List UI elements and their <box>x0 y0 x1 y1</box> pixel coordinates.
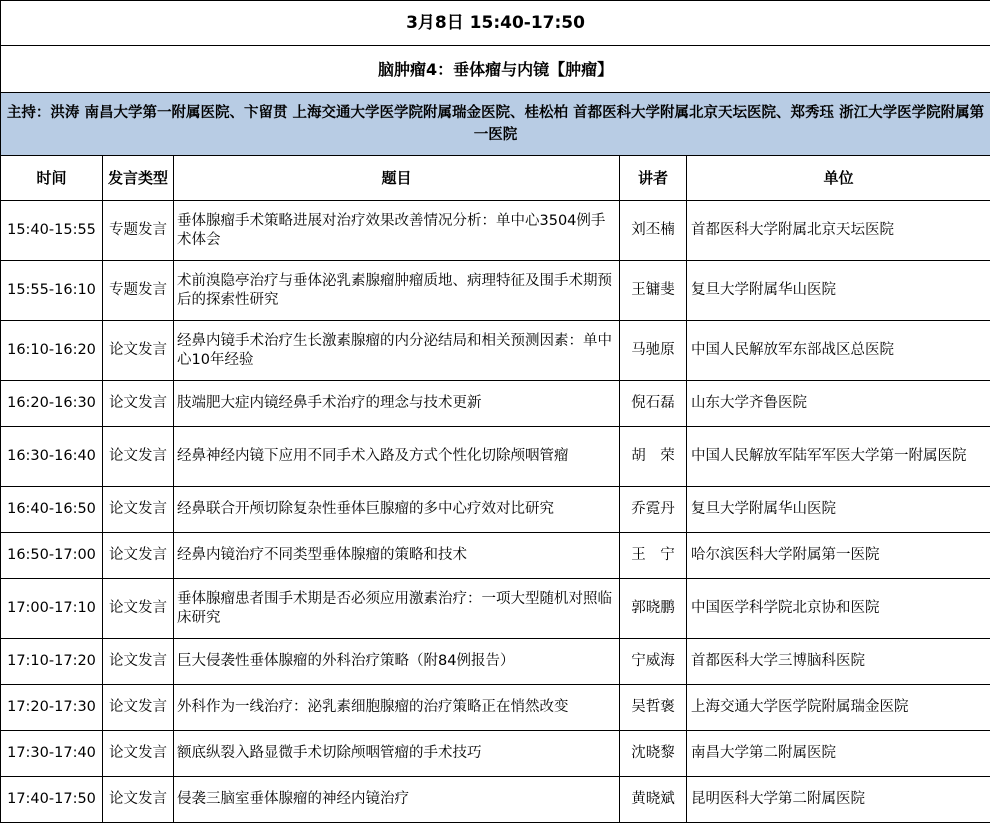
row-unit: 复旦大学附属华山医院 <box>687 487 990 533</box>
row-unit: 山东大学齐鲁医院 <box>687 381 990 427</box>
row-speaker: 宁威海 <box>620 639 687 685</box>
row-topic: 垂体腺瘤手术策略进展对治疗效果改善情况分析：单中心3504例手术体会 <box>174 201 620 261</box>
table-row <box>1 201 990 261</box>
row-time: 16:50-17:00 <box>1 533 103 579</box>
row-type: 论文发言 <box>103 487 174 533</box>
row-time: 17:10-17:20 <box>1 639 103 685</box>
table-row <box>1 321 990 381</box>
row-type: 论文发言 <box>103 533 174 579</box>
table-row <box>1 639 990 685</box>
row-speaker: 马驰原 <box>620 321 687 381</box>
row-speaker: 黄晓斌 <box>620 777 687 823</box>
row-topic: 额底纵裂入路显微手术切除颅咽管瘤的手术技巧 <box>174 731 620 777</box>
row-speaker: 胡 荣 <box>620 427 687 487</box>
row-unit: 首都医科大学附属北京天坛医院 <box>687 201 990 261</box>
table-row <box>1 261 990 321</box>
row-type: 论文发言 <box>103 731 174 777</box>
table-row <box>1 427 990 487</box>
col-header-speaker: 讲者 <box>620 156 687 201</box>
row-type: 论文发言 <box>103 427 174 487</box>
row-type: 论文发言 <box>103 685 174 731</box>
row-type: 论文发言 <box>103 579 174 639</box>
row-speaker: 王镛斐 <box>620 261 687 321</box>
row-topic: 侵袭三脑室垂体腺瘤的神经内镜治疗 <box>174 777 620 823</box>
row-speaker: 乔霓丹 <box>620 487 687 533</box>
row-time: 15:40-15:55 <box>1 201 103 261</box>
row-unit: 中国医学科学院北京协和医院 <box>687 579 990 639</box>
row-time: 17:30-17:40 <box>1 731 103 777</box>
row-time: 16:20-16:30 <box>1 381 103 427</box>
col-header-type: 发言类型 <box>103 156 174 201</box>
row-type: 论文发言 <box>103 777 174 823</box>
row-type: 专题发言 <box>103 201 174 261</box>
schedule-rows <box>1 201 990 823</box>
row-speaker: 倪石磊 <box>620 381 687 427</box>
row-topic: 肢端肥大症内镜经鼻手术治疗的理念与技术更新 <box>174 381 620 427</box>
table-row <box>1 533 990 579</box>
row-unit: 首都医科大学三博脑科医院 <box>687 639 990 685</box>
col-header-time: 时间 <box>1 156 103 201</box>
row-topic: 经鼻神经内镜下应用不同手术入路及方式个性化切除颅咽管瘤 <box>174 427 620 487</box>
table-row <box>1 487 990 533</box>
row-speaker: 王 宁 <box>620 533 687 579</box>
row-topic: 经鼻联合开颅切除复杂性垂体巨腺瘤的多中心疗效对比研究 <box>174 487 620 533</box>
row-speaker: 沈晓黎 <box>620 731 687 777</box>
row-topic: 外科作为一线治疗：泌乳素细胞腺瘤的治疗策略正在悄然改变 <box>174 685 620 731</box>
row-topic: 经鼻内镜治疗不同类型垂体腺瘤的策略和技术 <box>174 533 620 579</box>
row-unit: 中国人民解放军东部战区总医院 <box>687 321 990 381</box>
row-unit: 哈尔滨医科大学附属第一医院 <box>687 533 990 579</box>
row-unit: 南昌大学第二附属医院 <box>687 731 990 777</box>
row-time: 15:55-16:10 <box>1 261 103 321</box>
row-speaker: 吴哲褒 <box>620 685 687 731</box>
row-time: 17:20-17:30 <box>1 685 103 731</box>
table-header-row <box>1 156 990 201</box>
row-time: 16:30-16:40 <box>1 427 103 487</box>
row-type: 专题发言 <box>103 261 174 321</box>
session-chairs: 主持：洪涛 南昌大学第一附属医院、卞留贯 上海交通大学医学院附属瑞金医院、桂松柏 首都医科大学附属北京天坛医院、郑秀珏 浙江大学医学院附属第一医院 <box>1 93 990 156</box>
row-topic: 垂体腺瘤患者围手术期是否必须应用激素治疗：一项大型随机对照临床研究 <box>174 579 620 639</box>
row-topic: 术前溴隐亭治疗与垂体泌乳素腺瘤肿瘤质地、病理特征及围手术期预后的探索性研究 <box>174 261 620 321</box>
col-header-unit: 单位 <box>687 156 990 201</box>
row-time: 17:40-17:50 <box>1 777 103 823</box>
table-row <box>1 731 990 777</box>
table-row <box>1 777 990 823</box>
row-type: 论文发言 <box>103 639 174 685</box>
row-unit: 复旦大学附属华山医院 <box>687 261 990 321</box>
row-topic: 巨大侵袭性垂体腺瘤的外科治疗策略（附84例报告） <box>174 639 620 685</box>
row-unit: 中国人民解放军陆军军医大学第一附属医院 <box>687 427 990 487</box>
row-type: 论文发言 <box>103 321 174 381</box>
row-speaker: 郭晓鹏 <box>620 579 687 639</box>
row-time: 16:10-16:20 <box>1 321 103 381</box>
row-unit: 上海交通大学医学院附属瑞金医院 <box>687 685 990 731</box>
row-unit: 昆明医科大学第二附属医院 <box>687 777 990 823</box>
session-datetime: 3月8日 15:40-17:50 <box>1 1 990 46</box>
table-row <box>1 685 990 731</box>
table-row <box>1 579 990 639</box>
table-row <box>1 381 990 427</box>
row-speaker: 刘丕楠 <box>620 201 687 261</box>
col-header-topic: 题目 <box>174 156 620 201</box>
row-topic: 经鼻内镜手术治疗生长激素腺瘤的内分泌结局和相关预测因素：单中心10年经验 <box>174 321 620 381</box>
session-title: 脑肿瘤4：垂体瘤与内镜【肿瘤】 <box>1 46 990 93</box>
row-type: 论文发言 <box>103 381 174 427</box>
row-time: 17:00-17:10 <box>1 579 103 639</box>
row-time: 16:40-16:50 <box>1 487 103 533</box>
